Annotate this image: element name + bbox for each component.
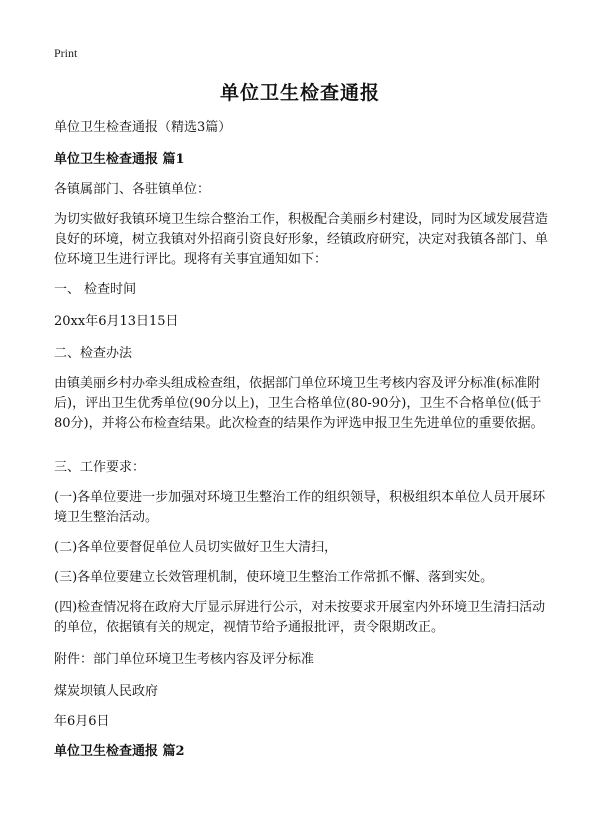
document-subtitle: 单位卫生检查通报（精选3篇） xyxy=(54,120,232,135)
section-heading-1: 单位卫生检查通报 篇1 xyxy=(54,152,185,167)
item2-content: 由镇美丽乡村办牵头组成检查组，依据部门单位环境卫生考核内容及评分标准(标准附后)，评出卫生优秀单位(90分以上)，卫生合格单位(80-90分)，卫生不合格单位(低于80分)，并将公布检查结果。此次检查的结果作为评选申报卫生先进单位的重要依据。 xyxy=(54,376,544,431)
date-line: 年6月6日 xyxy=(54,714,110,729)
greeting-paragraph: 各镇属部门、各驻镇单位： xyxy=(54,182,211,197)
print-link[interactable]: Print xyxy=(54,46,78,60)
requirement-4: (四)检查情况将在政府大厅显示屏进行公示，对未按要求开展室内外环境卫生清扫活动的单位，依据镇有关的规定，视情节给予通报批评，责令限期改正。 xyxy=(54,600,546,635)
item3-title: 三、工作要求： xyxy=(54,460,146,475)
intro-paragraph: 为切实做好我镇环境卫生综合整治工作，积极配合美丽乡村建设，同时为区域发展营造良好的环境，树立我镇对外招商引资良好形象，经镇政府研究，决定对我镇各部门、单位环境卫生进行评比。现将有关事宜通知如下： xyxy=(54,212,549,267)
item1-title: 一、 检查时间 xyxy=(54,282,137,297)
section-heading-2: 单位卫生检查通报 篇2 xyxy=(54,744,185,759)
signature-line: 煤炭坝镇人民政府 xyxy=(54,684,159,699)
requirement-2: (二)各单位要督促单位人员切实做好卫生大清扫， xyxy=(54,540,338,555)
page-title: 单位卫生检查通报 xyxy=(219,82,380,104)
requirement-3: (三)各单位要建立长效管理机制，使环境卫生整治工作常抓不懈、落到实处。 xyxy=(54,570,494,585)
attachment-line: 附件：部门单位环境卫生考核内容及评分标准 xyxy=(54,652,315,667)
item2-title: 二、检查办法 xyxy=(54,346,133,361)
requirement-1: (一)各单位要进一步加强对环境卫生整治工作的组织领导，积极组织本单位人员开展环境卫生整治活动。 xyxy=(54,490,546,525)
item1-content: 20xx年6月13日15日 xyxy=(54,314,179,329)
